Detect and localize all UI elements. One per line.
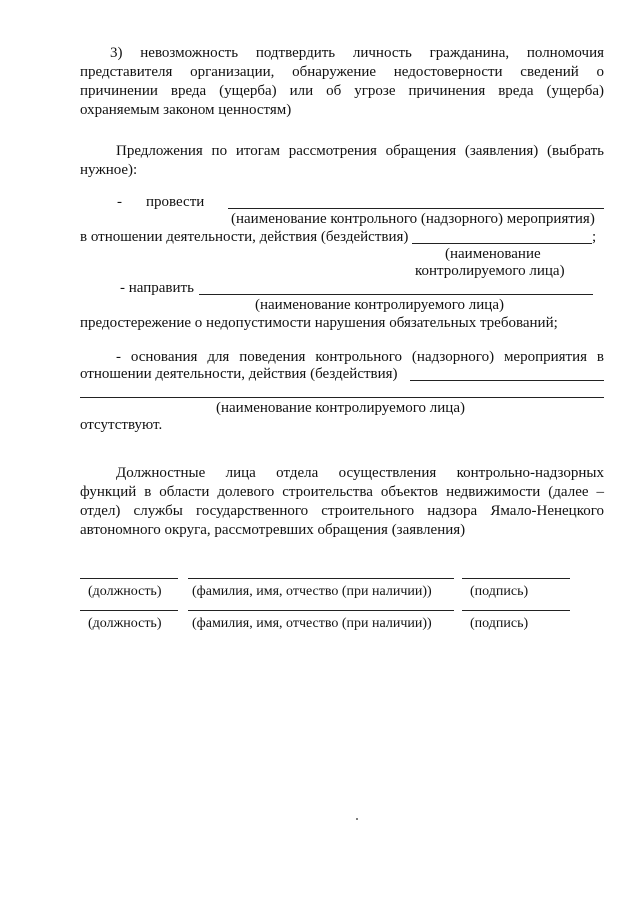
signature-1-name-caption: (фамилия, имя, отчество (при наличии)) xyxy=(192,584,432,599)
grounds-line-1: - основания для поведения контрольного (надзорного) мероприятия в xyxy=(116,349,604,365)
grounds-entity-caption: (наименование контролируемого лица) xyxy=(216,400,465,416)
send-entity-field[interactable] xyxy=(199,294,593,295)
send-entity-caption: (наименование контролируемого лица) xyxy=(255,297,504,313)
grounds-absent-text: отсутствуют. xyxy=(80,417,163,433)
signature-1-sign-caption: (подпись) xyxy=(470,584,529,599)
officials-paragraph xyxy=(80,464,604,540)
section-3-paragraph xyxy=(80,44,604,120)
proposals-line-2: нужное): xyxy=(80,162,138,178)
conduct-entity-caption-line-2: контролируемого лица) xyxy=(415,263,565,279)
proposals-line-1: Предложения по итогам рассмотрения обращения (заявления) (выбрать xyxy=(116,143,604,159)
conduct-entity-field[interactable] xyxy=(412,243,592,244)
section-3-line-1: 3) невозможность подтвердить личность гражданина, полномочия xyxy=(110,45,604,61)
conduct-dash: - xyxy=(117,194,122,210)
conduct-semicolon: ; xyxy=(592,229,597,245)
grounds-line-2: отношении деятельности, действия (бездействия) xyxy=(80,366,398,382)
scan-speck xyxy=(356,818,358,820)
signature-1-name-field[interactable] xyxy=(188,578,454,579)
officials-line-2: функций в области долевого строительства объектов недвижимости (далее – xyxy=(80,484,604,500)
section-3-line-2: представителя организации, обнаружение недостоверности сведений о xyxy=(80,64,604,80)
signature-2-name-caption: (фамилия, имя, отчество (при наличии)) xyxy=(192,616,432,631)
grounds-activity-field[interactable] xyxy=(410,380,604,381)
conduct-event-field[interactable] xyxy=(228,208,604,209)
signature-2-sign-field[interactable] xyxy=(462,610,570,611)
signature-2-position-field[interactable] xyxy=(80,610,178,611)
conduct-entity-caption-line-1: (наименование xyxy=(445,246,541,262)
grounds-entity-field[interactable] xyxy=(80,397,604,398)
send-label: - направить xyxy=(120,280,194,296)
officials-line-3: отдел) службы государственного строительного надзора Ямало-Ненецкого xyxy=(80,503,604,519)
section-3-line-3: причинении вреда (ущерба) или об угрозе причинения вреда (ущерба) xyxy=(80,83,604,99)
section-3-line-4: охраняемым законом ценностям) xyxy=(80,102,292,118)
signature-2-name-field[interactable] xyxy=(188,610,454,611)
signature-2-position-caption: (должность) xyxy=(88,616,162,631)
officials-line-1: Должностные лица отдела осуществления контрольно-надзорных xyxy=(116,465,604,481)
signature-2-sign-caption: (подпись) xyxy=(470,616,529,631)
conduct-event-caption: (наименование контрольного (надзорного) мероприятия) xyxy=(231,211,595,227)
conduct-label: провести xyxy=(146,194,205,210)
signature-1-position-field[interactable] xyxy=(80,578,178,579)
signature-1-position-caption: (должность) xyxy=(88,584,162,599)
signature-1-sign-field[interactable] xyxy=(462,578,570,579)
send-warning-text: предостережение о недопустимости нарушения обязательных требований; xyxy=(80,315,558,331)
officials-line-4: автономного округа, рассмотревших обращения (заявления) xyxy=(80,522,466,538)
conduct-regarding-text: в отношении деятельности, действия (бездействия) xyxy=(80,229,409,245)
proposals-paragraph xyxy=(80,142,604,180)
